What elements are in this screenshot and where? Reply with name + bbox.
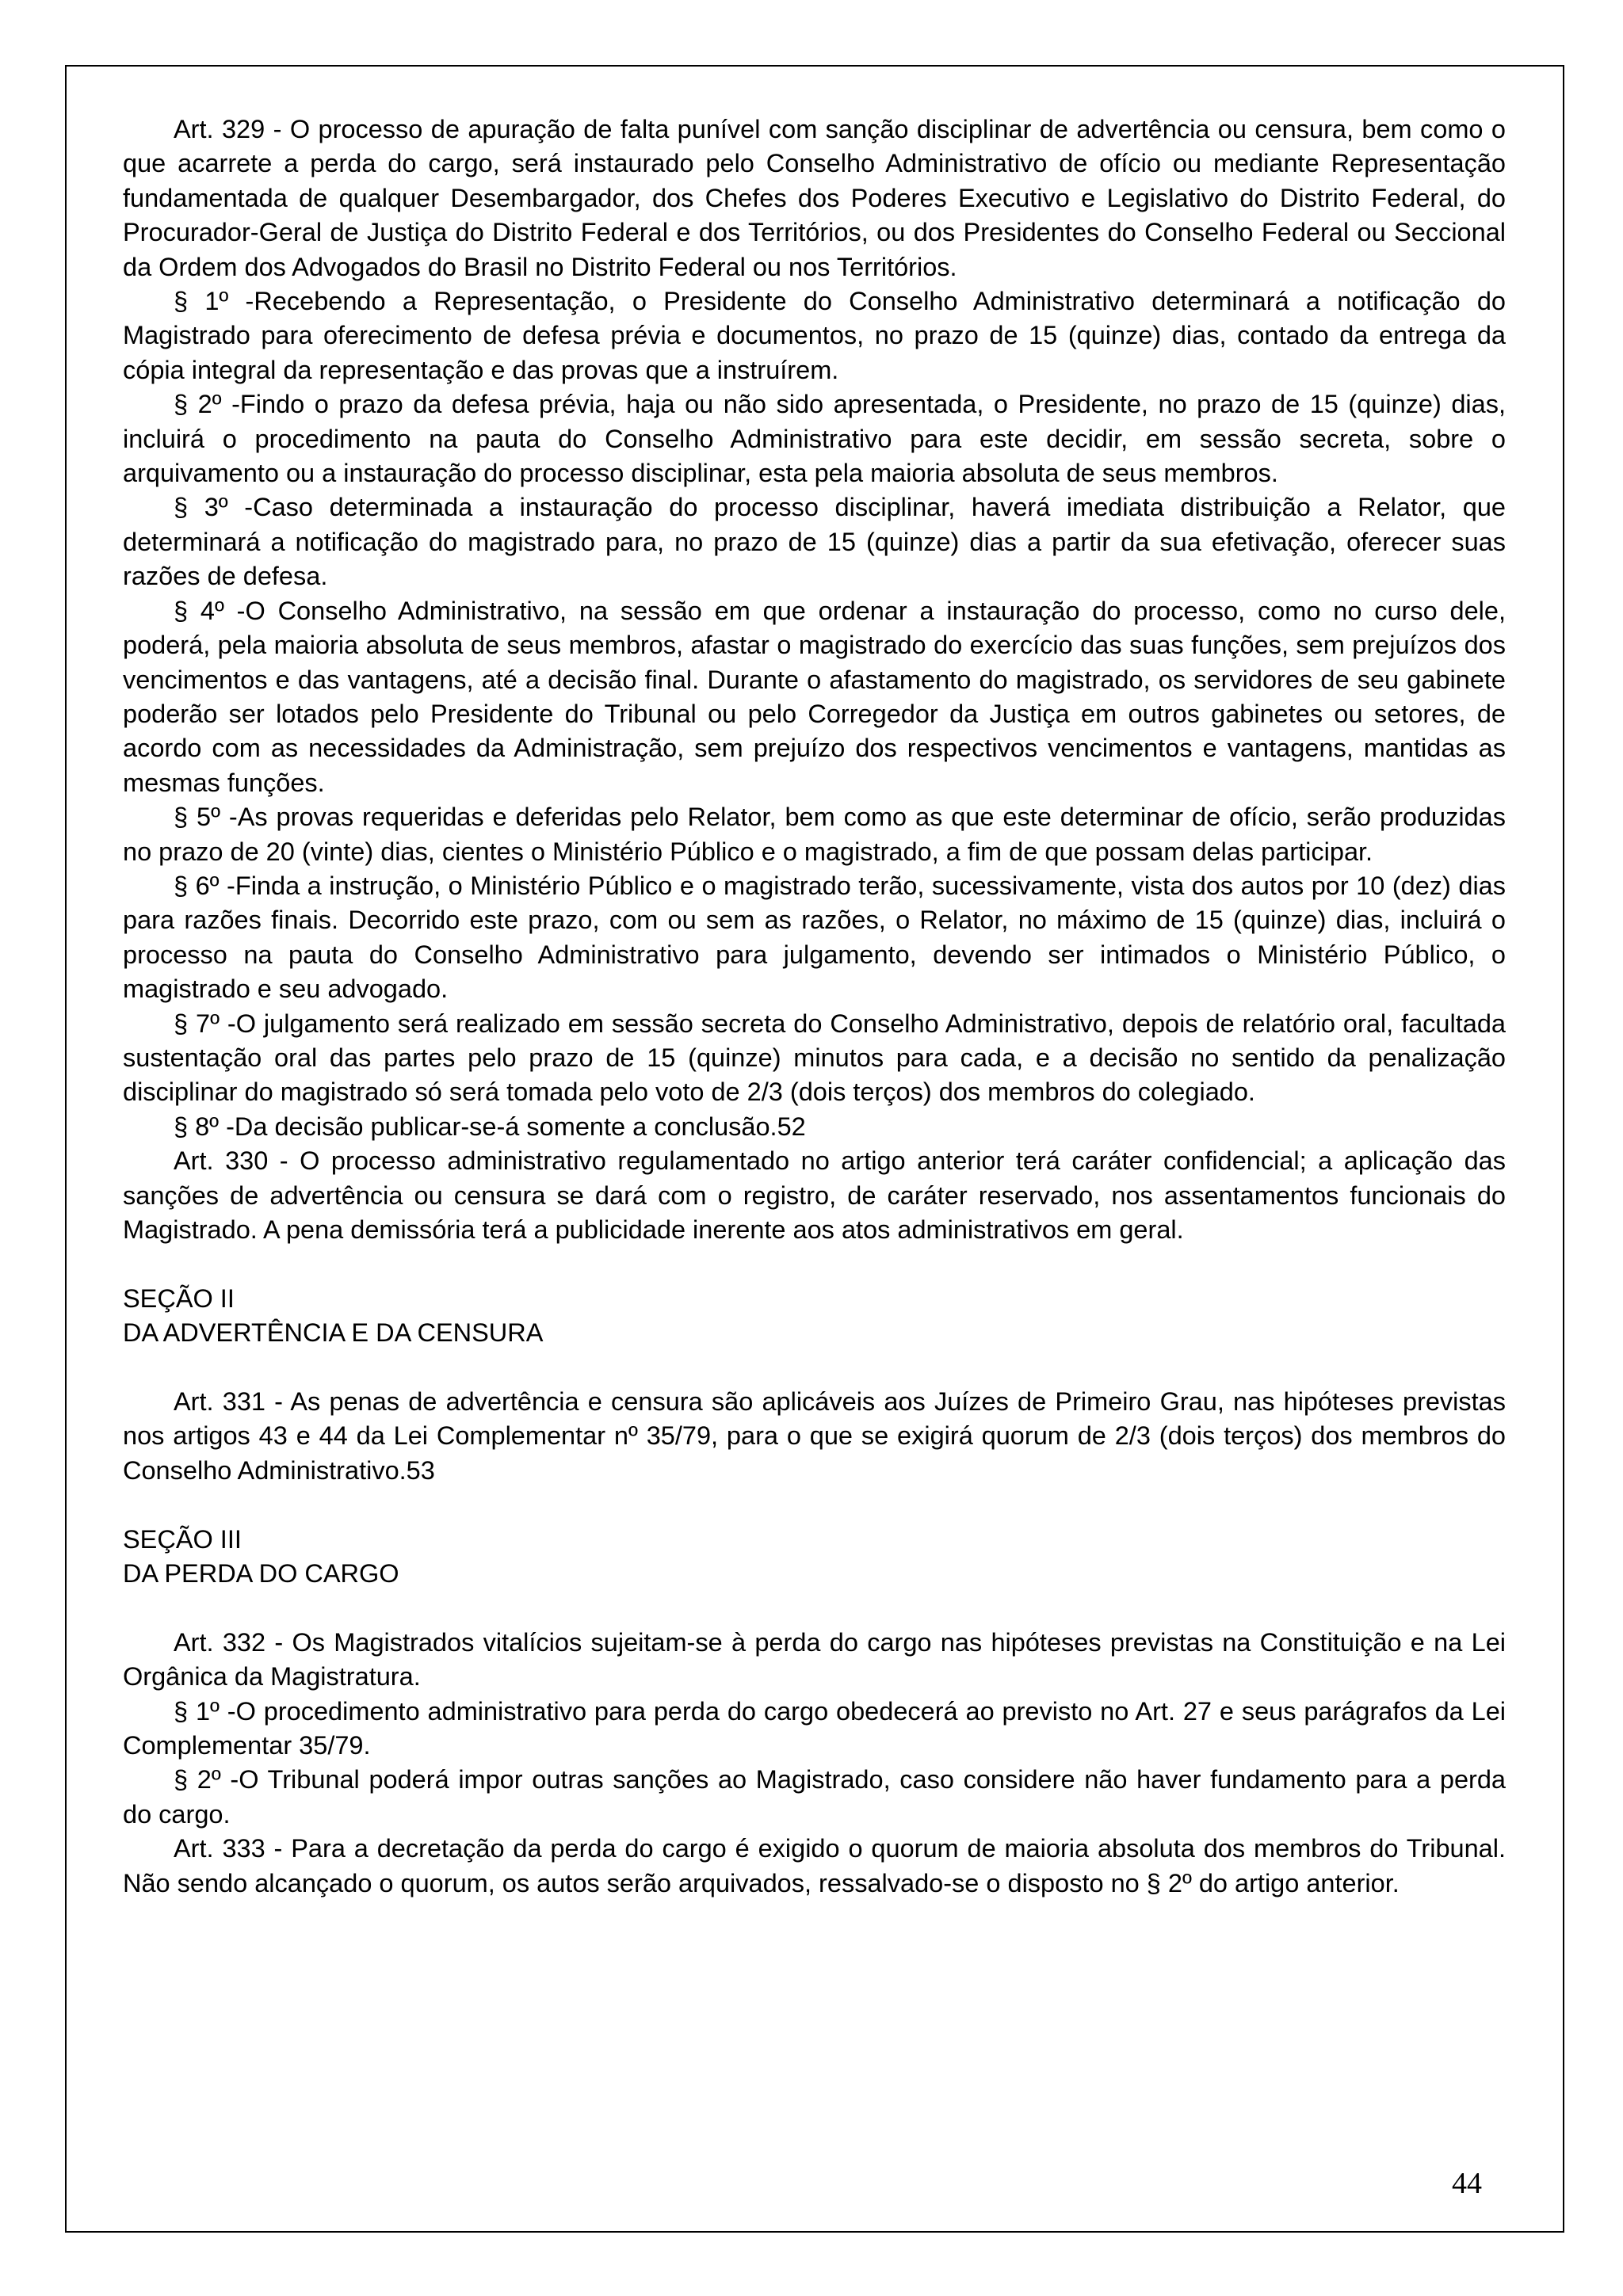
art-329: Art. 329 - O processo de apuração de falta punível com sanção disciplinar de advertência ou censura, bem como o que acarrete a perda do cargo, será instaurado pelo Conselho Administrativo de ofício ou mediante Representação fundamentada de qualquer Desembargador, dos Chefes dos Poderes Executivo e Legislativo do Distrito Federal, do Procurador-Geral de Justiça do Distrito Federal e dos Territórios, ou dos Presidentes do Conselho Federal ou Seccional da Ordem dos Advogados do Brasil no Distrito Federal ou nos Territórios. [123,115,1506,281]
art-329-par-3: § 3º -Caso determinada a instauração do processo disciplinar, haverá imediata distribuição a Relator, que determinará a notificação do magistrado para, no prazo de 15 (quinze) dias a partir da sua efetivação, oferecer suas razões de defesa. [123,493,1506,591]
art-329-par-5: § 5º -As provas requeridas e deferidas pelo Relator, bem como as que este determinar de ofício, serão produzidas no prazo de 20 (vinte) dias, cientes o Ministério Público e o magistrado, a fim de que possam delas participar. [123,803,1506,866]
section-3-label: SEÇÃO III [123,1524,242,1554]
spacer [123,1488,1506,1522]
art-329-par-6: § 6º -Finda a instrução, o Ministério Público e o magistrado terão, sucessivamente, vista dos autos por 10 (dez) dias para razões finais. Decorrido este prazo, com ou sem as razões, o Relator, no máximo de 15 (quinze) dias, incluirá o processo na pauta do Conselho Administrativo para julgamento, devendo ser intimados o Ministério Público, o magistrado e seu advogado. [123,871,1506,1004]
art-329-par-2: § 2º -Findo o prazo da defesa prévia, haja ou não sido apresentada, o Presidente, no prazo de 15 (quinze) dias, incluirá o procedimento na pauta do Conselho Administrativo para este decidir, em sessão secreta, sobre o arquivamento ou a instauração do processo disciplinar, esta pela maioria absoluta de seus membros. [123,390,1506,488]
spacer [123,1591,1506,1625]
section-2-title: DA ADVERTÊNCIA E DA CENSURA [123,1318,544,1348]
spacer [123,1351,1506,1385]
art-329-par-7: § 7º -O julgamento será realizado em sessão secreta do Conselho Administrativo, depois de relatório oral, facultada sustentação oral das partes pelo prazo de 15 (quinze) minutos para cada, e a decisão no sentido da penalização disciplinar do magistrado só será tomada pelo voto de 2/3 (dois terços) dos membros do colegiado. [123,1009,1506,1107]
art-332-par-1: § 1º -O procedimento administrativo para perda do cargo obedecerá ao previsto no Art. 27 e seus parágrafos da Lei Complementar 35/79. [123,1696,1506,1760]
spacer [123,1247,1506,1281]
art-329-par-1: § 1º -Recebendo a Representação, o Presidente do Conselho Administrativo determinará a notificação do Magistrado para oferecimento de defesa prévia e documentos, no prazo de 15 (quinze) dias, contado da entrega da cópia integral da representação e das provas que a instruírem. [123,287,1506,384]
section-2-label: SEÇÃO II [123,1283,235,1313]
page-number: 44 [1452,2167,1482,2200]
art-332-par-2: § 2º -O Tribunal poderá impor outras sanções ao Magistrado, caso considere não haver fundamento para a perda do cargo. [123,1765,1506,1829]
art-329-par-4: § 4º -O Conselho Administrativo, na sessão em que ordenar a instauração do processo, como no curso dele, poderá, pela maioria absoluta de seus membros, afastar o magistrado do exercício das suas funções, sem prejuízos dos vencimentos e das vantagens, até a decisão final. Durante o afastamento do magistrado, os servidores de seu gabinete poderão ser lotados pelo Presidente do Tribunal ou pelo Corregedor da Justiça em outros gabinetes ou setores, de acordo com as necessidades da Administração, sem prejuízo dos respectivos vencimentos e vantagens, mantidas as mesmas funções. [123,596,1506,797]
section-3-title: DA PERDA DO CARGO [123,1559,399,1589]
art-332: Art. 332 - Os Magistrados vitalícios sujeitam-se à perda do cargo nas hipóteses previstas na Constituição e na Lei Orgânica da Magistratura. [123,1627,1506,1691]
art-333: Art. 333 - Para a decretação da perda do cargo é exigido o quorum de maioria absoluta dos membros do Tribunal. Não sendo alcançado o quorum, os autos serão arquivados, ressalvado-se o disposto no § 2º do artigo anterior. [123,1834,1506,1897]
art-330: Art. 330 - O processo administrativo regulamentado no artigo anterior terá caráter confidencial; a aplicação das sanções de advertência ou censura se dará com o registro, de caráter reservado, nos assentamentos funcionais do Magistrado. A pena demissória terá a publicidade inerente aos atos administrativos em geral. [123,1146,1506,1244]
art-329-par-8: § 8º -Da decisão publicar-se-á somente a conclusão.52 [174,1112,806,1141]
art-331: Art. 331 - As penas de advertência e censura são aplicáveis aos Juízes de Primeiro Grau, nas hipóteses previstas nos artigos 43 e 44 da Lei Complementar nº 35/79, para o que se exigirá quorum de 2/3 (dois terços) dos membros do Conselho Administrativo.53 [123,1387,1506,1485]
document-body [123,113,1506,1901]
